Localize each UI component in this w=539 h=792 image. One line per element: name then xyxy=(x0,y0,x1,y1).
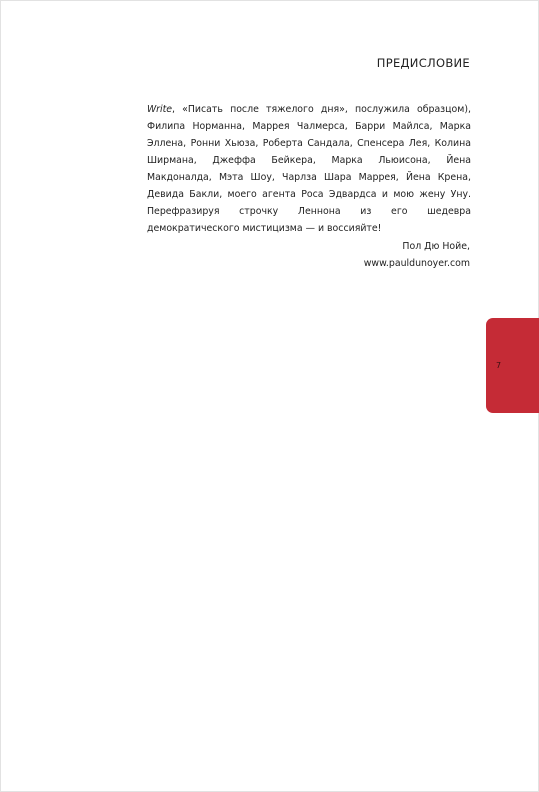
italic-title: Write xyxy=(147,104,173,115)
body-paragraph xyxy=(147,101,471,237)
body-line-3: Эллена, Ронни Хьюза, Роберта Сандала, Спенсера Лея, Колина xyxy=(147,138,471,149)
section-heading: ПРЕДИСЛОВИЕ xyxy=(376,56,470,70)
body-line-6: Девида Бакли, моего агента Роса Эдвардса и мою жену Уну. xyxy=(147,189,471,200)
signature xyxy=(364,238,470,272)
body-line-1-text: , «Писать после тяжелого дня», послужила образцом), xyxy=(172,104,471,115)
author-name: Пол Дю Нойе, xyxy=(402,241,470,252)
author-website[interactable]: www.pauldunoyer.com xyxy=(363,258,470,269)
body-line-4: Ширмана, Джеффа Бейкера, Марка Льюисона, Йена xyxy=(147,155,471,166)
body-line-8: демократического мистицизма — и воссияйте! xyxy=(147,223,382,234)
body-line-7: Перефразируя строчку Леннона из его шедевра xyxy=(147,206,471,217)
body-line-2: Филипа Норманна, Маррея Чалмерса, Барри Майлса, Марка xyxy=(147,121,471,132)
body-line-5: Макдоналда, Мэта Шоу, Чарлза Шара Маррея, Йена Крена, xyxy=(147,172,471,183)
page-number-tab xyxy=(486,318,539,413)
page-number: 7 xyxy=(496,361,502,370)
body-line-1 xyxy=(147,101,471,118)
